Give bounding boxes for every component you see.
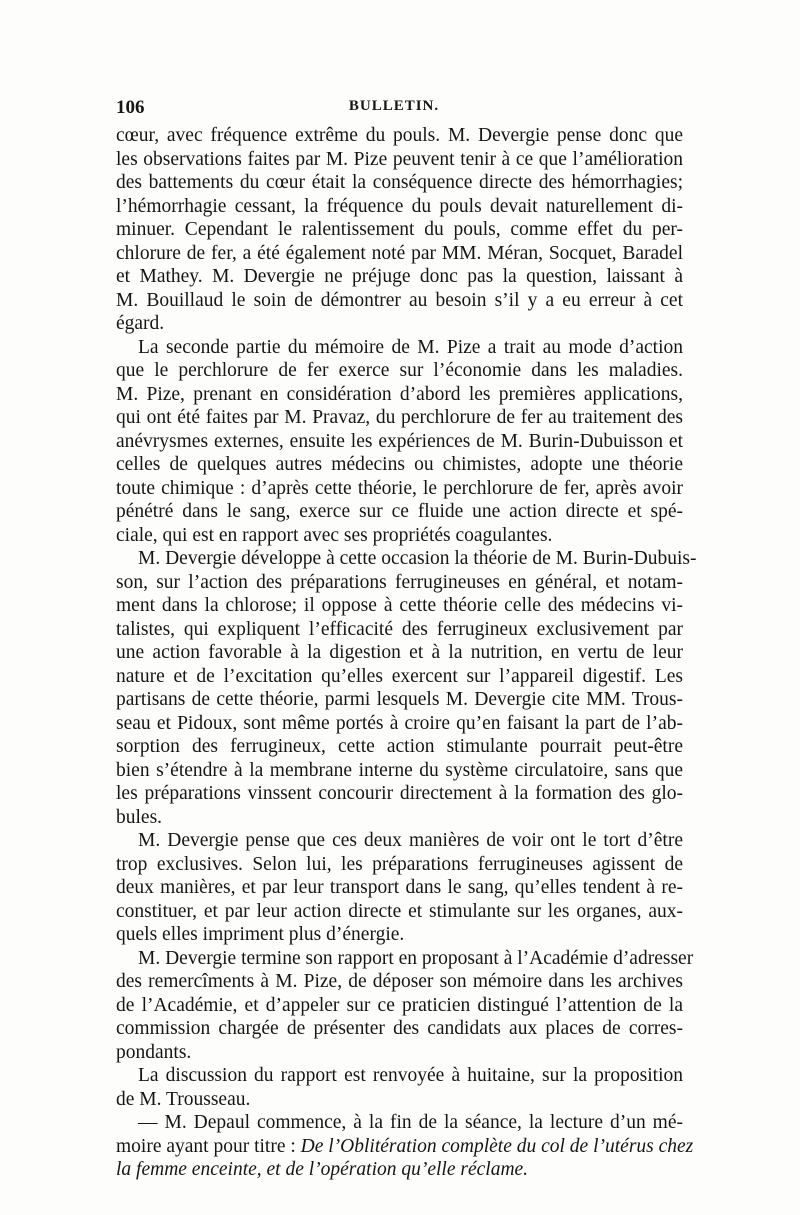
line-text: — M. Depaul commence, à la fin de la séance, la lecture d’un mé- [138,1112,683,1133]
text-line [116,359,683,383]
line-text: talistes, qui expliquent l’efficacité des ferrugineux exclusivement par [116,618,683,640]
text-line [116,1041,683,1065]
text-line [116,265,683,289]
text-line [116,124,683,148]
running-title: BULLETIN. [348,98,440,114]
line-text: deux manières, et par leur transport dans le sang, qu’elles tendent à re- [116,877,683,898]
text-line [116,218,683,242]
line-text: M. Devergie développe à cette occasion la théorie de M. Burin-Dubuis- [138,548,697,569]
line-text: M. Bouillaud le soin de démontrer au besoin s’il y a eu erreur à cet [116,289,683,311]
body-text [116,124,697,1182]
line-text: pénétré dans le sang, exerce sur ce fluide une action directe et spé- [116,501,683,522]
line-text: minuer. Cependant le ralentissement du pouls, comme effet du per- [116,219,683,240]
text-line [116,1135,694,1159]
line-text: constituer, et par leur action directe et stimulante sur les organes, aux- [116,900,683,922]
line-text: commission chargée de présenter des candidats aux places de corres- [116,1018,683,1039]
text-line [116,806,683,830]
line-text: La discussion du rapport est renvoyée à huitaine, sur la proposition [138,1065,683,1086]
text-line [116,712,683,736]
text-line [116,289,683,313]
text-line [116,829,683,853]
text-line [116,430,683,454]
line-text: une action favorable à la digestion et à la nutrition, en vertu de leur [116,642,683,663]
line-text: partisans de cette théorie, parmi lesquels M. Devergie cite MM. Trous- [116,689,683,710]
title-italic-text: De l’Oblitération complète du col de l’utérus chez [300,1135,694,1157]
text-line [116,312,683,336]
line-text: seau et Pidoux, sont même portés à croire qu’en faisant la part de l’ab- [116,712,683,734]
text-line [116,1017,683,1041]
text-line [116,1158,683,1182]
line-text: nature et de l’excitation qu’elles exercent sur l’appareil digestif. Les [116,665,683,687]
title-italic-text: la femme enceinte, et de l’opération qu’elle réclame. [116,1159,529,1180]
text-line [116,1064,683,1088]
line-text: ciale, qui est en rapport avec ses propriétés coagulantes. [116,524,553,546]
line-text: bien s’étendre à la membrane interne du système circulatoire, sans que [116,759,683,781]
line-text: La seconde partie du mémoire de M. Pize a trait au mode d’action [138,336,683,358]
line-text: l’hémorrhagie cessant, la fréquence du pouls devait naturellement di- [116,195,683,217]
text-line [116,547,697,571]
line-text: de M. Trousseau. [116,1088,251,1110]
line-text: quels elles impriment plus d’énergie. [116,924,405,945]
line-text: que le perchlorure de fer exerce sur l’économie dans les maladies. [116,360,683,381]
text-line [116,594,683,618]
line-text: cœur, avec fréquence extrême du pouls. M. Devergie pense donc que [116,125,683,146]
line-text: des battements du cœur était la conséquence directe des hémorrhagies; [116,172,683,193]
text-line [116,759,683,783]
page-number: 106 [116,97,145,118]
text-line [116,900,683,924]
text-line [116,524,683,548]
line-text: trop exclusives. Selon lui, les préparations ferrugineuses agissent de [116,853,683,875]
text-line [116,665,683,689]
text-line [116,148,683,172]
text-line [116,1088,683,1112]
text-line [116,853,683,877]
line-text: qui ont été faites par M. Pravaz, du perchlorure de fer au traitement des [116,407,683,428]
text-line [116,947,694,971]
line-text: les observations faites par M. Pize peuvent tenir à ce que l’amélioration [116,148,683,170]
line-text: moire ayant pour titre : [116,1135,301,1157]
text-line [116,336,683,360]
text-line [116,735,683,759]
text-line [116,500,683,524]
line-text: anévrysmes externes, ensuite les expériences de M. Burin-Dubuisson et [116,430,683,452]
line-text: ment dans la chlorose; il oppose à cette théorie celle des médecins vi- [116,595,683,616]
line-text: toute chimique : d’après cette théorie, le perchlorure de fer, après avoir [116,477,683,499]
line-text: M. Pize, prenant en considération d’abord les premières applications, [116,383,683,405]
line-text: sorption des ferrugineux, cette action stimulante pourrait peut-être [116,736,683,757]
text-line [116,383,683,407]
text-line [116,618,683,642]
text-line [116,406,683,430]
text-line [116,970,683,994]
line-text: pondants. [116,1041,192,1063]
text-line [116,641,683,665]
line-text: son, sur l’action des préparations ferrugineuses en général, et notam- [116,571,683,593]
line-text: M. Devergie termine son rapport en proposant à l’Académie d’adresser [138,947,694,969]
text-line [116,195,683,219]
text-line [116,994,683,1018]
text-line [116,571,683,595]
text-line [116,453,683,477]
line-text: les préparations vinssent concourir directement à la formation des glo- [116,783,683,804]
line-text: M. Devergie pense que ces deux manières de voir ont le tort d’être [138,830,683,851]
line-text: bules. [116,806,163,828]
text-line [116,782,683,806]
text-line [116,171,683,195]
text-line [116,876,683,900]
text-line [116,477,683,501]
line-text: celles de quelques autres médecins ou chimistes, adopte une théorie [116,454,683,475]
text-line [116,242,683,266]
line-text: chlorure de fer, a été également noté par MM. Méran, Socquet, Baradel [116,242,683,264]
line-text: et Mathey. M. Devergie ne préjuge donc pas la question, laissant à [116,266,683,287]
line-text: des remercîments à M. Pize, de déposer son mémoire dans les archives [116,971,683,992]
text-line [116,1111,683,1135]
line-text: égard. [116,313,165,334]
text-line [116,923,683,947]
line-text: de l’Académie, et d’appeler sur ce praticien distingué l’attention de la [116,994,683,1016]
text-line [116,688,683,712]
running-head [116,97,682,121]
